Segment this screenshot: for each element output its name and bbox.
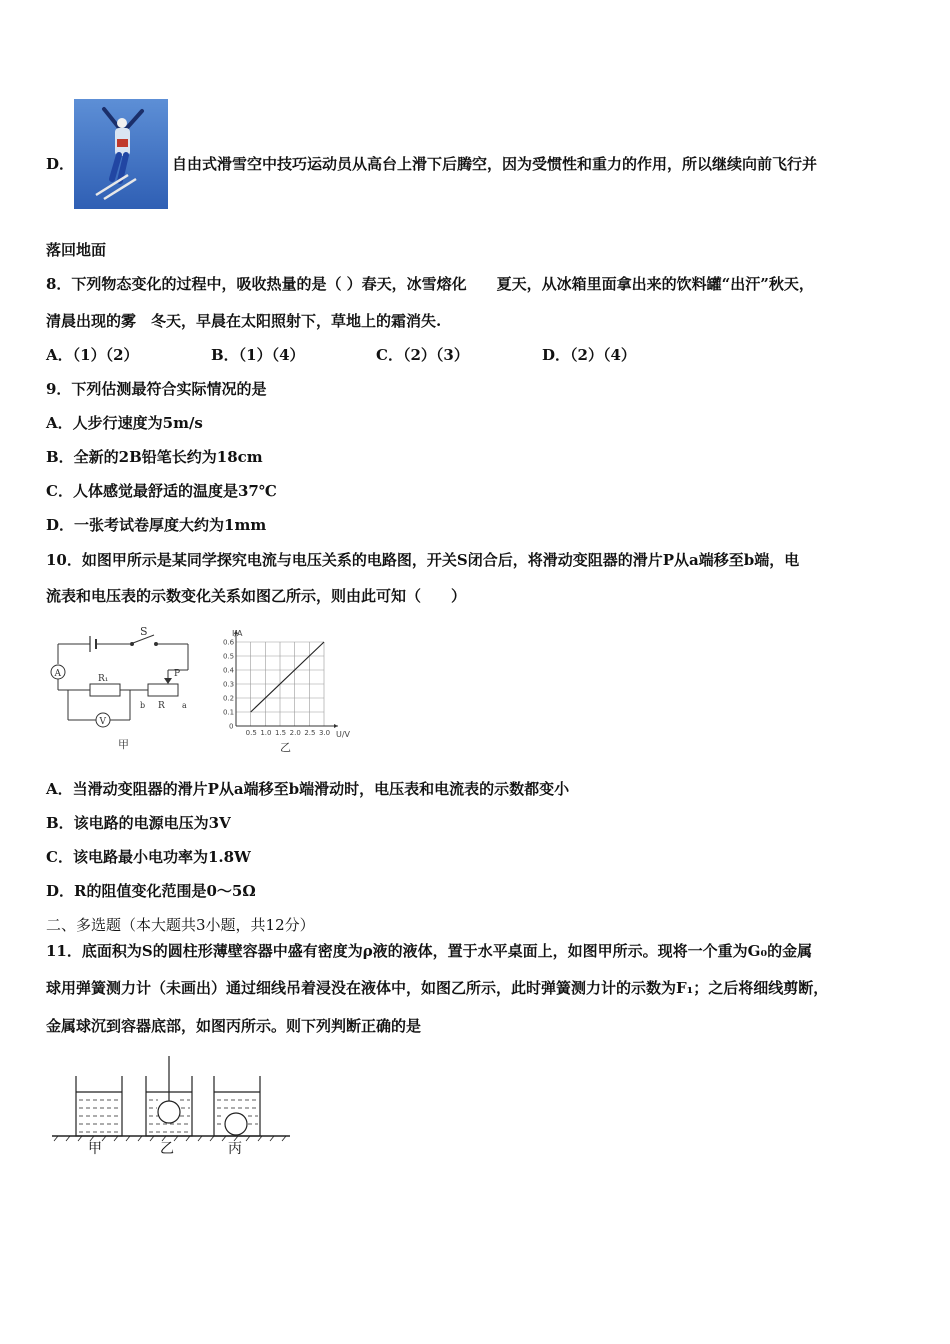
q8-stem-line-2: 清晨出现的雾 冬天，早晨在太阳照射下，草地上的霜消失. xyxy=(46,312,442,330)
y-tick-label-0: 0 xyxy=(229,722,234,731)
q8-stem-line-1: 8．下列物态变化的过程中，吸收热量的是（ ）春天，冰雪熔化 夏天，从冰箱里面拿出来的饮料罐“出汗”秋天， xyxy=(46,275,814,293)
rheostat-label: R xyxy=(158,701,165,711)
series-line-0 xyxy=(251,642,324,712)
x-tick-label-3: 1.5 xyxy=(275,729,287,737)
circuit-caption: 甲 xyxy=(118,738,129,751)
q7-option-d-text: 自由式滑雪空中技巧运动员从高台上滑下后腾空，因为受惯性和重力的作用，所以继续向前飞行并 xyxy=(172,155,818,173)
q11-stem-line-3: 金属球沉到容器底部，如图丙所示。则下列判断正确的是 xyxy=(46,1017,422,1035)
q10-option-a: A．当滑动变阻器的滑片P从a端移至b端滑动时，电压表和电流表的示数都变小 xyxy=(46,780,570,798)
q9-stem: 9．下列估测最符合实际情况的是 xyxy=(46,380,267,398)
q11-stem-line-2: 球用弹簧测力计（未画出）通过细线吊着浸没在液体中，如图乙所示，此时弹簧测力计的示数为F₁；之后将细线剪断， xyxy=(46,979,829,997)
x-axis-label: U/V xyxy=(336,730,351,739)
voltmeter-label: V xyxy=(99,717,106,727)
x-axis-arrow xyxy=(334,724,338,728)
q8-option-c: C．（2）（3） xyxy=(376,346,469,364)
q9-option-c: C．人体感觉最舒适的温度是37℃ xyxy=(46,482,277,500)
q10-option-b: B．该电路的电源电压为3V xyxy=(46,814,231,832)
q8-option-a: A．（1）（2） xyxy=(46,346,139,364)
slider-label: P xyxy=(174,669,181,679)
y-tick-label-2: 0.2 xyxy=(223,694,235,703)
q10-stem-line-2: 流表和电压表的示数变化关系如图乙所示，则由此可知（ ） xyxy=(46,587,467,605)
ammeter-label: A xyxy=(54,669,61,679)
q10-option-c: C．该电路最小电功率为1.8W xyxy=(46,848,251,866)
chart-series xyxy=(251,642,324,712)
x-tick-label-4: 2.0 xyxy=(289,729,301,737)
section-2-heading: 二、多选题（本大题共3小题，共12分） xyxy=(46,916,315,934)
q7-option-d-label: D． xyxy=(46,155,75,173)
circuit-diagram xyxy=(44,624,204,754)
y-tick-label-1: 0.1 xyxy=(223,708,235,717)
y-tick-label-4: 0.4 xyxy=(223,666,235,675)
y-tick-label-6: 0.6 xyxy=(223,638,235,647)
end-a-label: a xyxy=(182,701,187,710)
q11-stem-line-1: 11．底面积为S的圆柱形薄壁容器中盛有密度为ρ液的液体，置于水平桌面上，如图甲所示。现将一个重为G₀的金属 xyxy=(46,942,813,960)
q9-option-a: A．人步行速度为5m/s xyxy=(46,414,203,432)
graph-caption: 乙 xyxy=(280,741,291,754)
container-caption-yi: 乙 xyxy=(160,1141,174,1157)
y-tick-label-3: 0.3 xyxy=(223,680,235,689)
q10-stem-line-1: 10．如图甲所示是某同学探究电流与电压关系的电路图，开关S闭合后，将滑动变阻器的滑片P从a端移至b端，电 xyxy=(46,551,800,569)
q9-option-d: D．一张考试卷厚度大约为1mm xyxy=(46,516,267,534)
end-b-label: b xyxy=(140,701,146,710)
skier-photo xyxy=(74,99,168,209)
x-tick-label-1: 0.5 xyxy=(245,729,257,737)
x-tick-label-2: 1.0 xyxy=(260,729,272,737)
y-axis-label: I/A xyxy=(232,629,243,638)
container-caption-jia: 甲 xyxy=(88,1141,102,1157)
q8-option-d: D．（2）（4） xyxy=(542,346,636,364)
q10-option-d: D．R的阻值变化范围是0～5Ω xyxy=(46,882,256,900)
container-caption-bing: 丙 xyxy=(228,1141,242,1157)
y-tick-label-5: 0.5 xyxy=(223,652,235,661)
switch-label: S xyxy=(140,625,148,638)
q7-option-d-continuation: 落回地面 xyxy=(46,241,107,259)
containers-figure xyxy=(50,1052,295,1162)
x-tick-label-6: 3.0 xyxy=(319,729,331,737)
r1-label: R₁ xyxy=(98,674,109,684)
x-tick-label-5: 2.5 xyxy=(304,729,316,737)
iu-graph xyxy=(212,622,362,756)
q8-option-b: B．（1）（4） xyxy=(211,346,305,364)
q9-option-b: B．全新的2B铅笔长约为18cm xyxy=(46,448,263,466)
